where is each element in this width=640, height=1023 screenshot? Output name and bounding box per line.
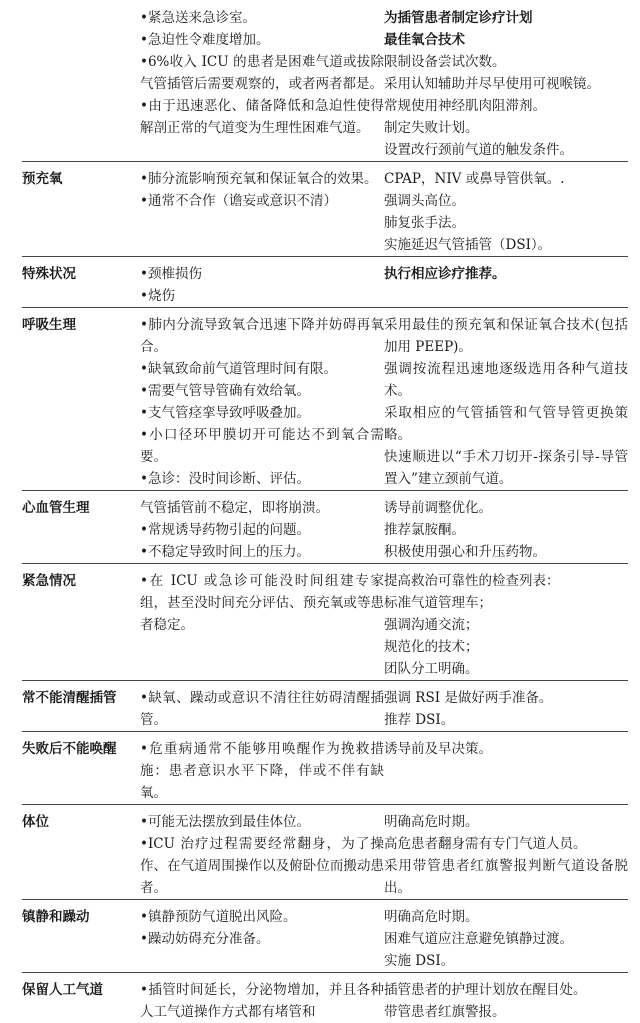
solution-item: 明确高危时期。 [384, 906, 628, 928]
problem-item: •急诊：没时间诊断、评估。 [140, 468, 384, 490]
solution-item: CPAP，NIV 或鼻导管供氧。. [384, 168, 628, 190]
solution-item: 常规使用神经肌肉阻滞剂。 [384, 95, 628, 117]
row-problems [140, 308, 384, 491]
row-solutions [384, 0, 628, 162]
problem-item: •6%收入 ICU 的患者是困难气道或拔除气管插管后需要观察的，或者两者都是。 [140, 51, 384, 95]
problem-item: •肺内分流导致氧合迅速下降并妨碍再氧合。 [140, 314, 384, 358]
row-solutions [384, 308, 628, 491]
solution-item: 推荐氯胺酮。 [384, 519, 628, 541]
solution-item: 强调头高位。 [384, 190, 628, 212]
row-solutions [384, 732, 628, 805]
table-row [22, 308, 628, 491]
solution-item: 限制设备尝试次数。 [384, 51, 628, 73]
row-problems [140, 732, 384, 805]
row-solutions [384, 564, 628, 681]
solution-item: 明确高危时期。 [384, 811, 628, 833]
solution-item: 实施延迟气管插管（DSI）。 [384, 234, 628, 256]
solution-item: 采用认知辅助并尽早使用可视喉镜。 [384, 73, 628, 95]
solution-item: 规范化的技术； [384, 636, 628, 658]
solution-item: 推荐 DSI。 [384, 709, 628, 731]
row-category: 保留人工气道 [22, 973, 140, 1023]
solution-item: 制定失败计划。 [384, 117, 628, 139]
row-solutions [384, 491, 628, 564]
problem-item: 气管插管前不稳定，即将崩溃。 [140, 497, 384, 519]
problem-item: •ICU 治疗过程需要经常翻身，为了操作、在气道周围操作以及俯卧位而搬动患者。 [140, 833, 384, 899]
row-category: 呼吸生理 [22, 308, 140, 491]
table-row [22, 732, 628, 805]
problem-item: •躁动妨碍充分准备。 [140, 928, 384, 950]
solution-item: 标准气道管理车； [384, 592, 628, 614]
row-solutions [384, 162, 628, 257]
row-solutions [384, 973, 628, 1023]
problem-item: •通常不合作（谵妄或意识不清） [140, 190, 384, 212]
problem-item: •常规诱导药物引起的问题。 [140, 519, 384, 541]
problem-item: •颈椎损伤 [140, 263, 384, 285]
problem-item: •烧伤 [140, 285, 384, 307]
row-category: 镇静和躁动 [22, 900, 140, 973]
row-category: 心血管生理 [22, 491, 140, 564]
table-row [22, 491, 628, 564]
solution-item: 困难气道应注意避免镇静过渡。 [384, 928, 628, 950]
solution-item: 带管患者红旗警报。 [384, 1001, 628, 1023]
problem-item: •支气管痉挛导致呼吸叠加。 [140, 402, 384, 424]
solution-item: 强调按流程迅速地逐级选用各种气道技术。 [384, 358, 628, 402]
solution-item: 执行相应诊疗推荐。 [384, 263, 628, 285]
problem-item: •缺氧致命前气道管理时间有限。 [140, 358, 384, 380]
table-row [22, 973, 628, 1023]
problem-item: •插管时间延长，分泌物增加，并且各种人工气道操作方式都有堵管和 [140, 979, 384, 1023]
problem-item: •急迫性令难度增加。 [140, 29, 384, 51]
row-category: 常不能清醒插管 [22, 681, 140, 732]
problem-item: •需要气管导管确有效给氧。 [140, 380, 384, 402]
problem-item: •可能无法摆放到最佳体位。 [140, 811, 384, 833]
table-row [22, 900, 628, 973]
solution-item: 采用带管患者红旗警报判断气道设备脱出。 [384, 855, 628, 899]
table-row [22, 257, 628, 308]
row-category: 特殊状况 [22, 257, 140, 308]
row-problems [140, 805, 384, 900]
row-problems [140, 564, 384, 681]
row-problems [140, 0, 384, 162]
solution-item: 快速顺进以“手术刀切开-探条引导-导管置入”建立颈前气道。 [384, 446, 628, 490]
solution-item: 采取相应的气管插管和气管导管更换策略。 [384, 402, 628, 446]
row-problems [140, 900, 384, 973]
row-problems [140, 257, 384, 308]
row-category [22, 0, 140, 162]
row-solutions [384, 805, 628, 900]
problem-item: •不稳定导致时间上的压力。 [140, 541, 384, 563]
problem-item: •缺氧、躁动或意识不清往往妨碍清醒插管。 [140, 687, 384, 731]
solution-item: 设置改行颈前气道的触发条件。 [384, 139, 628, 161]
airway-problems-table [22, 0, 628, 1023]
row-problems [140, 681, 384, 732]
row-problems [140, 162, 384, 257]
row-category: 失败后不能唤醒 [22, 732, 140, 805]
table-body [22, 0, 628, 1023]
problem-item: •由于迅速恶化、储备降低和急迫性使得解剖正常的气道变为生理性困难气道。 [140, 95, 384, 139]
solution-item: 积极使用强心和升压药物。 [384, 541, 628, 563]
solution-item: 高危患者翻身需有专门气道人员。 [384, 833, 628, 855]
row-problems [140, 491, 384, 564]
solution-item: 团队分工明确。 [384, 658, 628, 680]
solution-item: 诱导前调整优化。 [384, 497, 628, 519]
solution-item: 为插管患者制定诊疗计划 [384, 7, 628, 29]
solution-item: 强调 RSI 是做好两手准备。 [384, 687, 628, 709]
solution-item: 采用最佳的预充氧和保证氧合技术(包括加用 PEEP)。 [384, 314, 628, 358]
row-solutions [384, 257, 628, 308]
table-row [22, 805, 628, 900]
problem-item: •肺分流影响预充氧和保证氧合的效果。 [140, 168, 384, 190]
solution-item: 插管患者的护理计划放在醒目处。 [384, 979, 628, 1001]
solution-item: 强调沟通交流； [384, 614, 628, 636]
problem-item: •紧急送来急诊室。 [140, 7, 384, 29]
table-row [22, 162, 628, 257]
row-category: 体位 [22, 805, 140, 900]
solution-item: 最佳氧合技术 [384, 29, 628, 51]
row-solutions [384, 900, 628, 973]
table-row [22, 681, 628, 732]
table-row [22, 564, 628, 681]
row-solutions [384, 681, 628, 732]
solution-item: 提高救治可靠性的检查列表： [384, 570, 628, 592]
row-category: 预充氧 [22, 162, 140, 257]
row-problems [140, 973, 384, 1023]
table-row [22, 0, 628, 162]
row-category: 紧急情况 [22, 564, 140, 681]
problem-item: •在 ICU 或急诊可能没时间组建专家组，甚至没时间充分评估、预充氧或等患者稳定。 [140, 570, 384, 636]
problem-item: •小口径环甲膜切开可能达不到氧合需要。 [140, 424, 384, 468]
solution-item: 实施 DSI。 [384, 950, 628, 972]
problem-item: •危重病通常不能够用唤醒作为挽救措施：患者意识水平下降，伴或不伴有缺氧。 [140, 738, 384, 804]
problem-item: •镇静预防气道脱出风险。 [140, 906, 384, 928]
solution-item: 肺复张手法。 [384, 212, 628, 234]
solution-item: 诱导前及早决策。 [384, 738, 628, 760]
